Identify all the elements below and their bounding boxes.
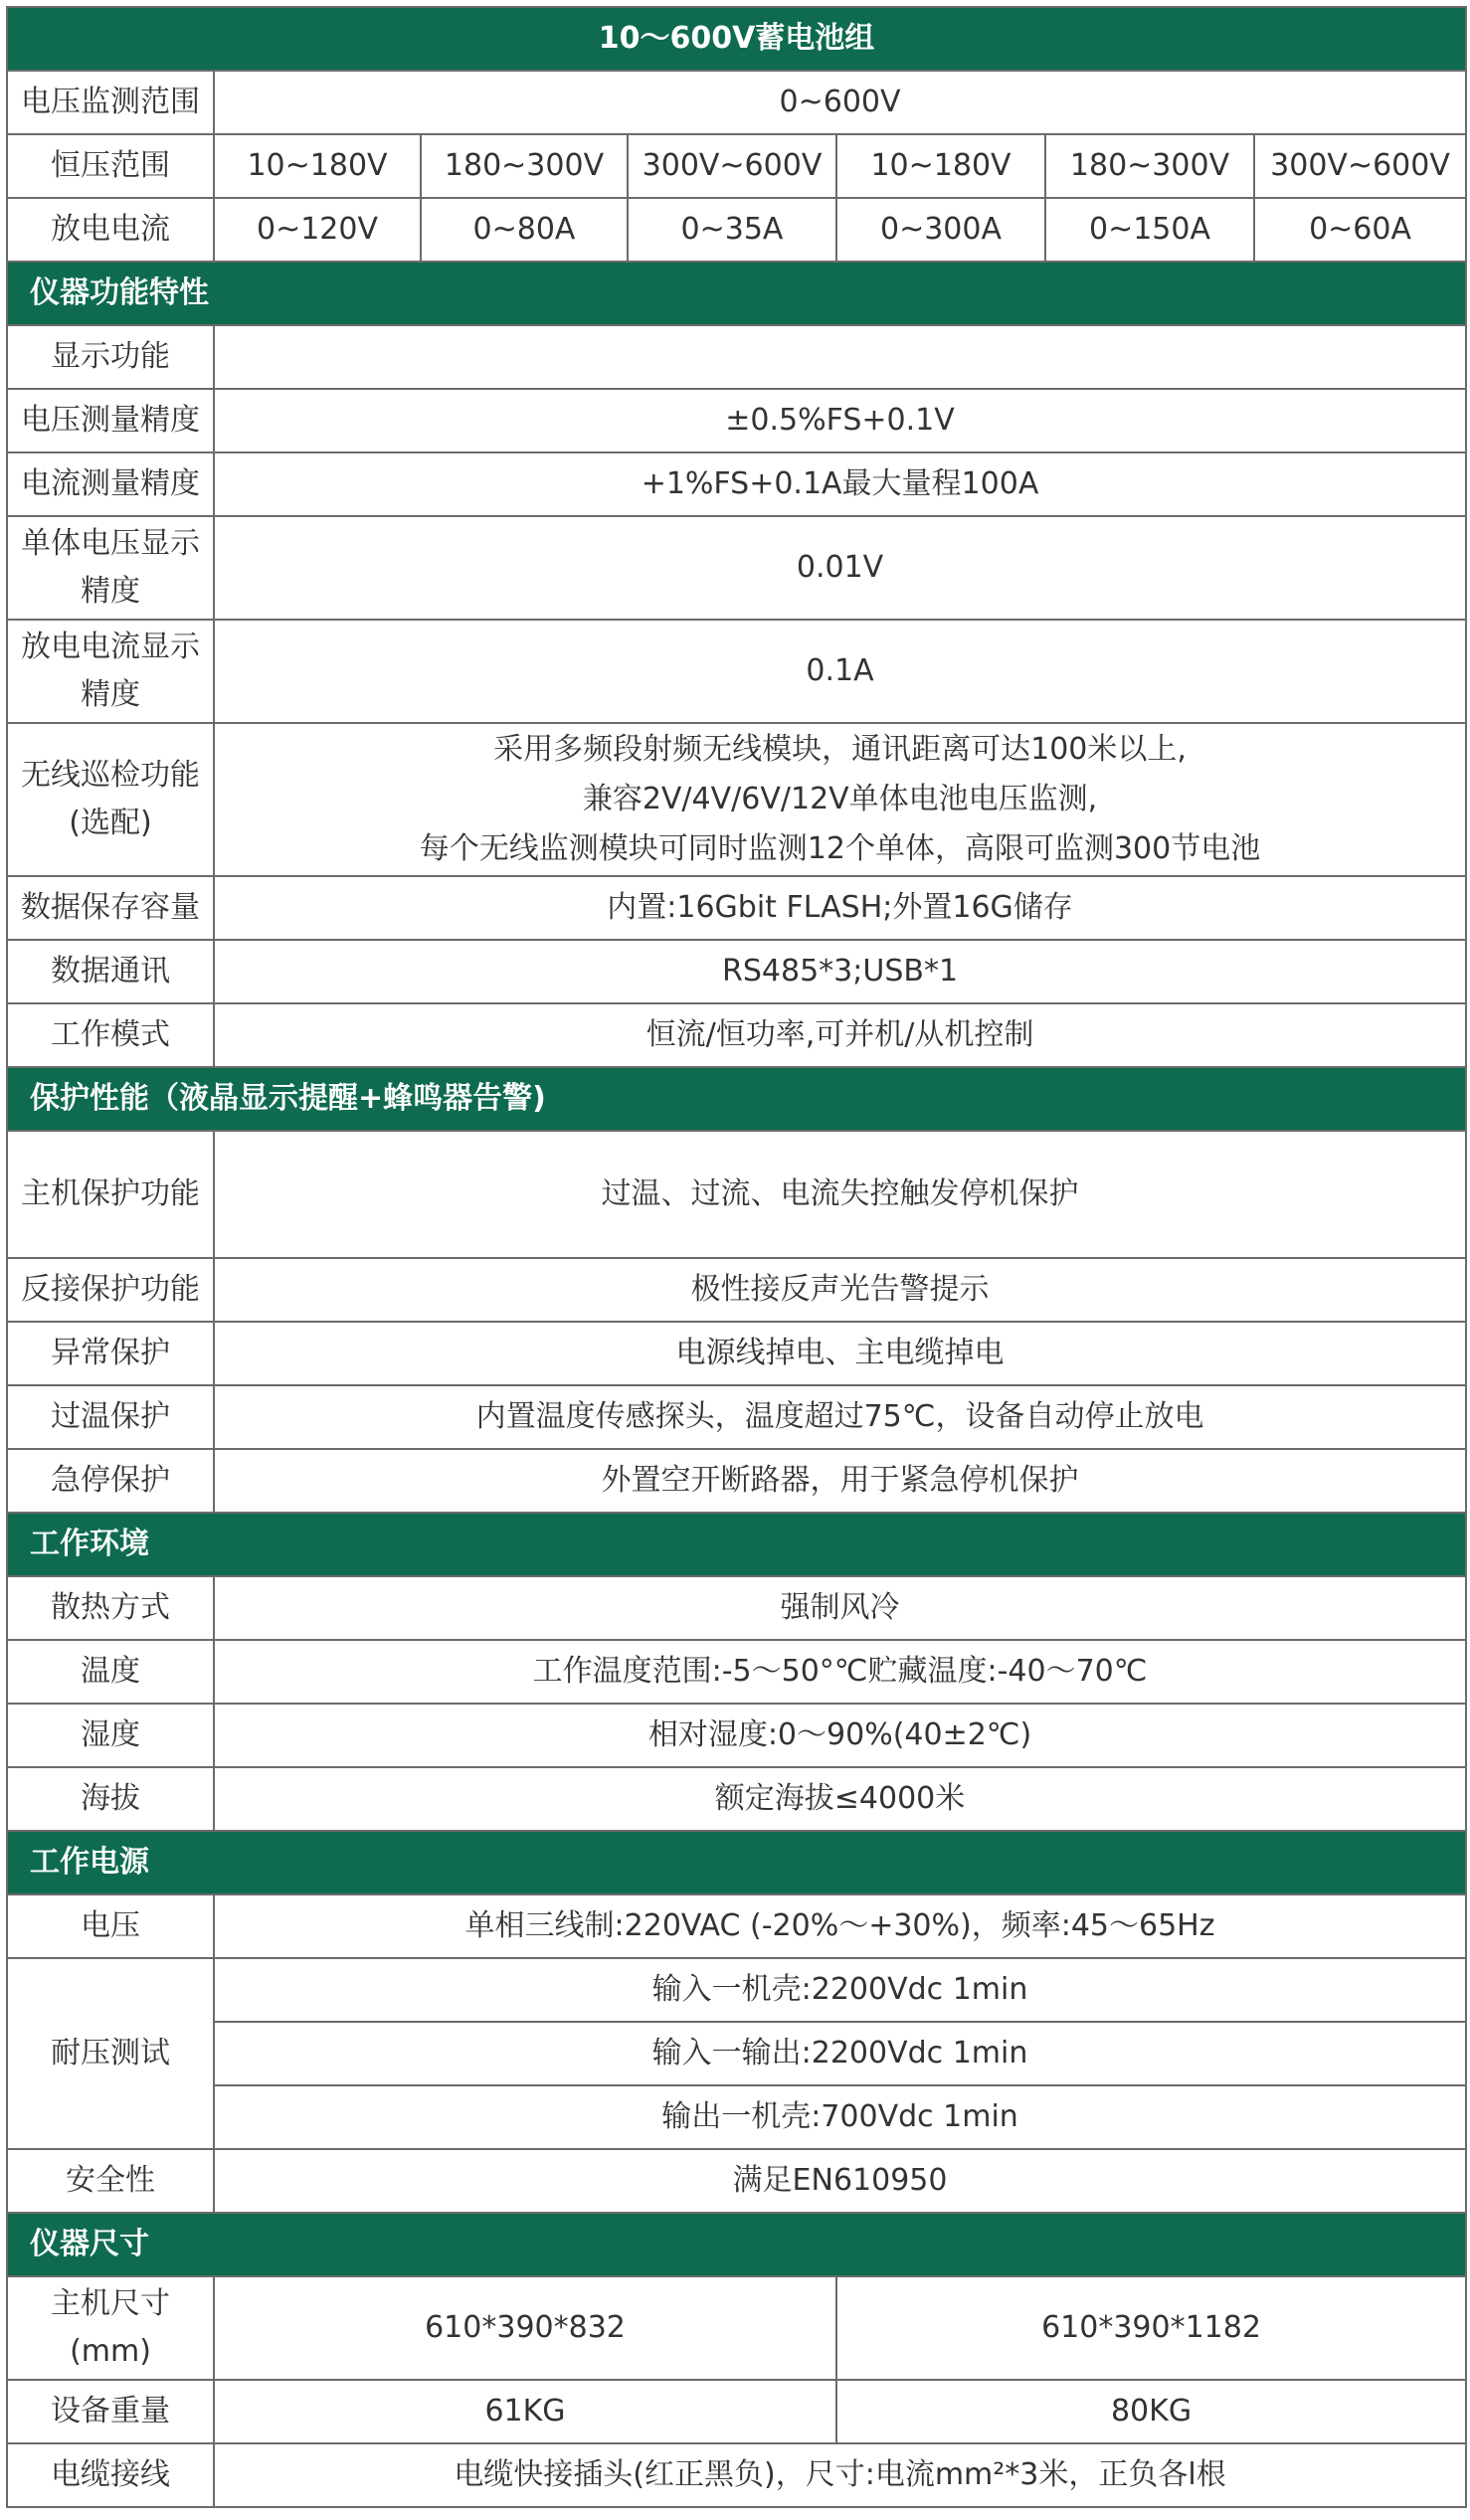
work-mode-label: 工作模式 xyxy=(7,1003,214,1067)
abnormal-protection-label: 异常保护 xyxy=(7,1322,214,1385)
discharge-current-value: 0~35A xyxy=(628,198,836,262)
cv-range-value: 300V~600V xyxy=(628,134,836,198)
monitor-range-value: 0~600V xyxy=(214,71,1466,134)
description-line: 每个无线监测模块可同时监测12个单体，高限可监测300节电池 xyxy=(419,831,1261,866)
battery-section-title: 10～600V蓄电池组 xyxy=(7,7,1466,71)
storage-capacity-value: 内置:16Gbit FLASH;外置16G储存 xyxy=(214,876,1466,940)
host-size-value: 610*390*832 xyxy=(214,2276,836,2380)
storage-capacity-label: 数据保存容量 xyxy=(7,876,214,940)
supply-voltage-label: 电压 xyxy=(7,1894,214,1958)
cell-voltage-precision-value: 0.01V xyxy=(214,516,1466,620)
withstand-test-value: 输入一机壳:2200Vdc 1min xyxy=(214,1958,1466,2022)
monitor-range-label: 电压监测范围 xyxy=(7,71,214,134)
description-line: 兼容2V/4V/6V/12V单体电池电压监测, xyxy=(582,782,1098,816)
weight-value: 61KG xyxy=(214,2380,836,2443)
cv-range-value: 300V~600V xyxy=(1254,134,1466,198)
power-section-title: 工作电源 xyxy=(7,1831,1466,1894)
discharge-current-precision-value: 0.1A xyxy=(214,620,1466,723)
cable-value: 电缆快接插头(红正黑负)，尺寸:电流mm²*3米，正负各l根 xyxy=(214,2443,1466,2507)
label-line: 无线巡检功能 xyxy=(21,758,200,793)
humidity-value: 相对湿度:0～90%(40±2℃) xyxy=(214,1704,1466,1767)
withstand-test-value: 输入一输出:2200Vdc 1min xyxy=(214,2022,1466,2085)
discharge-current-value: 0~60A xyxy=(1254,198,1466,262)
label-line: 主机尺寸 xyxy=(51,2286,170,2321)
label-line: 放电电流显示 xyxy=(21,630,200,664)
description-line: 采用多频段射频无线模块，通讯距离可达100米以上, xyxy=(493,732,1187,767)
discharge-current-value: 0~120V xyxy=(214,198,421,262)
cooling-label: 散热方式 xyxy=(7,1576,214,1640)
weight-label: 设备重量 xyxy=(7,2380,214,2443)
wireless-inspection-value xyxy=(214,723,1466,876)
voltage-accuracy-value: ±0.5%FS+0.1V xyxy=(214,389,1466,452)
altitude-label: 海拔 xyxy=(7,1767,214,1831)
estop-protection-value: 外置空开断路器，用于紧急停机保护 xyxy=(214,1449,1466,1513)
display-function-value xyxy=(214,325,1466,389)
discharge-current-precision-label xyxy=(7,620,214,723)
supply-voltage-value: 单相三线制:220VAC (-20%～+30%)，频率:45～65Hz xyxy=(214,1894,1466,1958)
protection-section-title: 保护性能（液晶显示提醒+蜂鸣器告警) xyxy=(7,1067,1466,1131)
reverse-protection-label: 反接保护功能 xyxy=(7,1258,214,1322)
cv-range-value: 10~180V xyxy=(214,134,421,198)
work-mode-value: 恒流/恒功率,可并机/从机控制 xyxy=(214,1003,1466,1067)
withstand-test-value: 输出一机壳:700Vdc 1min xyxy=(214,2085,1466,2149)
data-comm-value: RS485*3;USB*1 xyxy=(214,940,1466,1003)
host-protection-value: 过温、过流、电流失控触发停机保护 xyxy=(214,1131,1466,1258)
cv-range-value: 180~300V xyxy=(1045,134,1254,198)
temperature-label: 温度 xyxy=(7,1640,214,1704)
discharge-current-value: 0~80A xyxy=(421,198,628,262)
reverse-protection-value: 极性接反声光告警提示 xyxy=(214,1258,1466,1322)
cv-range-label: 恒压范围 xyxy=(7,134,214,198)
label-line: (mm) xyxy=(70,2334,151,2369)
overtemp-protection-label: 过温保护 xyxy=(7,1385,214,1449)
current-accuracy-label: 电流测量精度 xyxy=(7,452,214,516)
cooling-value: 强制风冷 xyxy=(214,1576,1466,1640)
host-protection-label: 主机保护功能 xyxy=(7,1131,214,1258)
cable-label: 电缆接线 xyxy=(7,2443,214,2507)
safety-value: 满足EN610950 xyxy=(214,2149,1466,2213)
cv-range-value: 10~180V xyxy=(836,134,1045,198)
label-line: 精度 xyxy=(81,677,140,712)
voltage-accuracy-label: 电压测量精度 xyxy=(7,389,214,452)
label-line: 精度 xyxy=(81,574,140,609)
dimensions-section-title: 仪器尺寸 xyxy=(7,2213,1466,2276)
label-line: (选配) xyxy=(69,806,152,840)
altitude-value: 额定海拔≤4000米 xyxy=(214,1767,1466,1831)
features-section-title: 仪器功能特性 xyxy=(7,262,1466,325)
overtemp-protection-value: 内置温度传感探头，温度超过75℃，设备自动停止放电 xyxy=(214,1385,1466,1449)
host-size-value: 610*390*1182 xyxy=(836,2276,1466,2380)
spec-table xyxy=(6,6,1467,2508)
estop-protection-label: 急停保护 xyxy=(7,1449,214,1513)
environment-section-title: 工作环境 xyxy=(7,1513,1466,1576)
withstand-test-label: 耐压测试 xyxy=(7,1958,214,2149)
current-accuracy-value: +1%FS+0.1A最大量程100A xyxy=(214,452,1466,516)
discharge-current-value: 0~150A xyxy=(1045,198,1254,262)
safety-label: 安全性 xyxy=(7,2149,214,2213)
temperature-value: 工作温度范围:-5～50°℃贮藏温度:-40～70℃ xyxy=(214,1640,1466,1704)
humidity-label: 湿度 xyxy=(7,1704,214,1767)
label-line: 单体电压显示 xyxy=(21,526,200,561)
cv-range-value: 180~300V xyxy=(421,134,628,198)
discharge-current-label: 放电电流 xyxy=(7,198,214,262)
wireless-inspection-label xyxy=(7,723,214,876)
display-function-label: 显示功能 xyxy=(7,325,214,389)
data-comm-label: 数据通讯 xyxy=(7,940,214,1003)
cell-voltage-precision-label xyxy=(7,516,214,620)
discharge-current-value: 0~300A xyxy=(836,198,1045,262)
abnormal-protection-value: 电源线掉电、主电缆掉电 xyxy=(214,1322,1466,1385)
host-size-label xyxy=(7,2276,214,2380)
weight-value: 80KG xyxy=(836,2380,1466,2443)
